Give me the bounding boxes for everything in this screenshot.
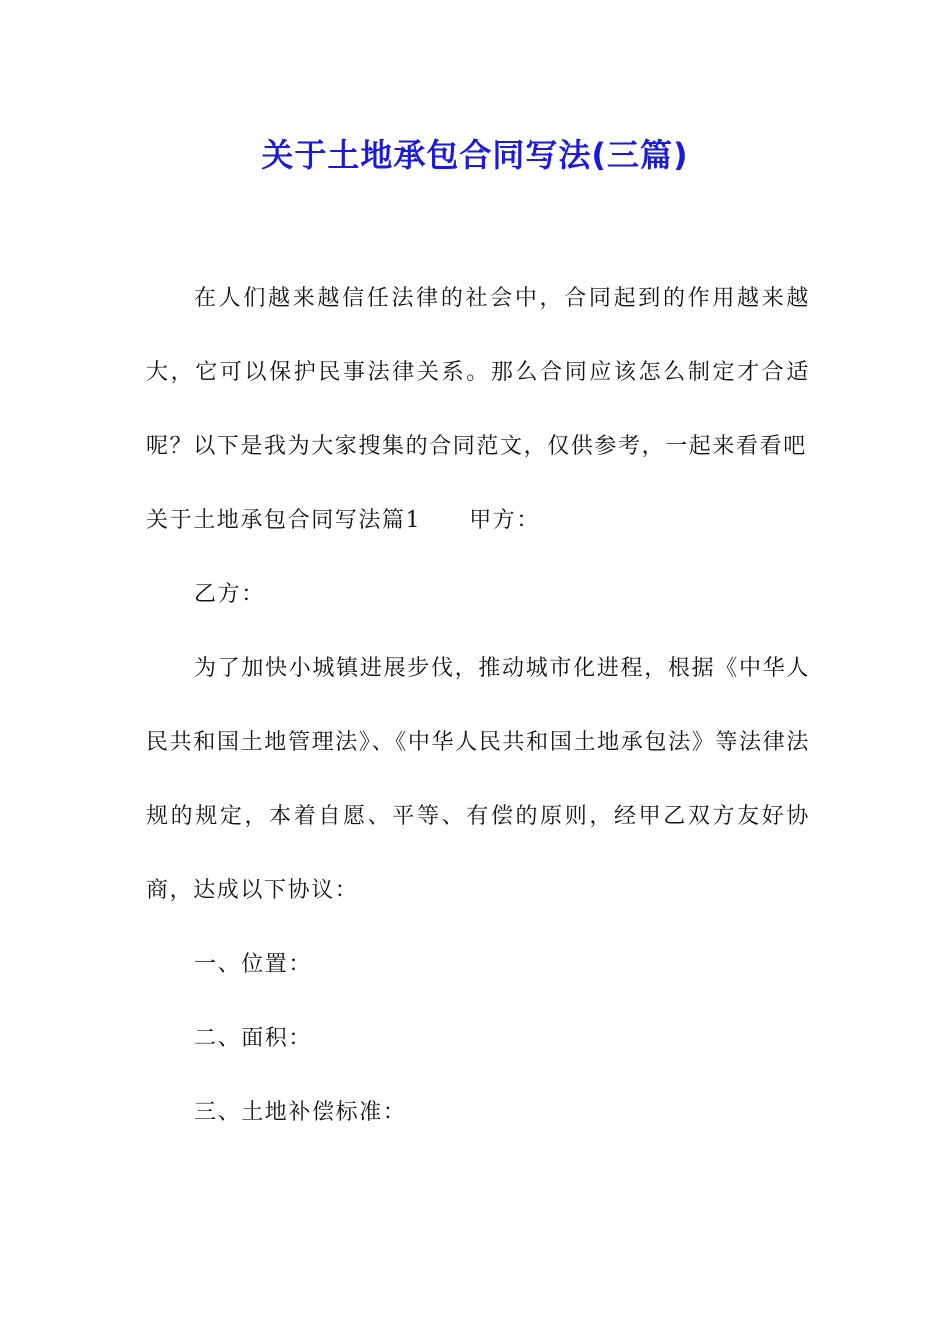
document-body bbox=[146, 262, 810, 1150]
document-title: 关于土地承包合同写法(三篇) bbox=[261, 136, 689, 174]
clause-location: 一、位置： bbox=[194, 952, 313, 977]
intro-paragraph: 在人们越来越信任法律的社会中，合同起到的作用越来越大，它可以保护民事法律关系。那么合同应该怎么制定才合适呢？以下是我为大家搜集的合同范文，仅供参考，一起来看看吧 bbox=[146, 286, 810, 459]
party-b-label: 乙方： bbox=[194, 582, 265, 607]
section-heading-line bbox=[146, 484, 810, 558]
party-a-label: 甲方： bbox=[469, 508, 541, 533]
clause-area: 二、面积： bbox=[194, 1026, 313, 1051]
preamble-paragraph: 为了加快小城镇进展步伐，推动城市化进程，根据《中华人民共和国土地管理法》、《中华人民共和国土地承包法》等法律法规的规定，本着自愿、平等、有偿的原则，经甲乙双方友好协商，达成以下协议： bbox=[146, 656, 810, 903]
section-heading: 关于土地承包合同写法篇1 bbox=[146, 508, 422, 533]
clause-compensation: 三、土地补偿标准： bbox=[194, 1100, 407, 1125]
